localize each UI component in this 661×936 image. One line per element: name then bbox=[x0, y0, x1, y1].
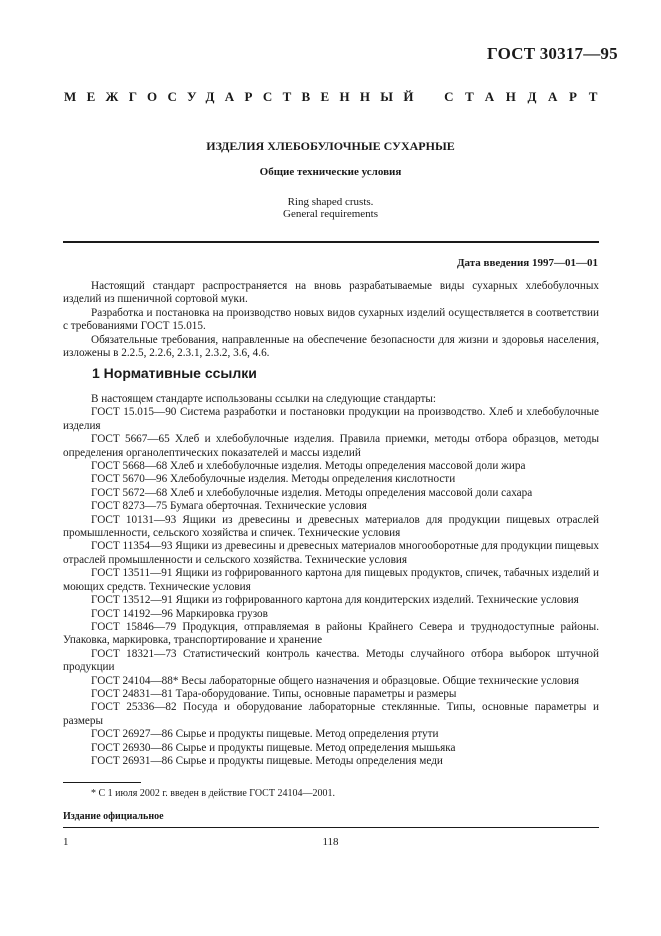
document-title: ИЗДЕЛИЯ ХЛЕБОБУЛОЧНЫЕ СУХАРНЫЕ bbox=[206, 139, 455, 153]
intro-paragraph-1-text: Настоящий стандарт распространяется на вновь разрабатываемые виды сухарных хлебобулочных изделий из пшеничной сортовой муки. bbox=[63, 280, 599, 306]
intro-paragraph-3-text: Обязательные требования, направленные на обеспечение безопасности для жизни и здоровья населения, изложены в 2.2.5, 2.2.6, 2.3.1, 2.3.2, 3.6, 4.6. bbox=[63, 334, 599, 360]
banner-word-interstate: МЕЖГОСУДАРСТВЕННЫЙ bbox=[64, 89, 424, 104]
reference-item: ГОСТ 15846—79 Продукция, отправляемая в районы Крайнего Севера и труднодоступные районы. Упаковка, маркировка, транспортирование и хранение bbox=[63, 620, 599, 647]
intro-paragraph-3 bbox=[63, 334, 599, 361]
intro-paragraph-2 bbox=[63, 307, 599, 334]
intro-paragraph-1 bbox=[63, 280, 599, 307]
footnote: * С 1 июля 2002 г. введен в действие ГОСТ 24104—2001. bbox=[91, 788, 335, 799]
header-divider bbox=[63, 241, 599, 243]
reference-item: ГОСТ 5667—65 Хлеб и хлебобулочные изделия. Правила приемки, методы отбора образцов, методы определения органолептических показателей и массы изделий bbox=[63, 433, 599, 459]
reference-item: ГОСТ 26931—86 Сырье и продукты пищевые. Методы определения меди bbox=[91, 754, 443, 767]
reference-item: ГОСТ 10131—93 Ящики из древесины и древесных материалов для продукции пищевых отраслей промышленности, сельского хозяйства и спичек. Технические условия bbox=[63, 513, 599, 540]
english-title-line-1: Ring shaped crusts. bbox=[287, 196, 374, 208]
banner-word-standard: СТАНДАРТ bbox=[444, 89, 609, 104]
intro-paragraph-2-text: Разработка и постановка на производство новых видов сухарных изделий осуществляется в соответствии с требованиями ГОСТ 15.015. bbox=[63, 307, 599, 333]
reference-item: ГОСТ 24831—81 Тара-оборудование. Типы, основные параметры и размеры bbox=[91, 687, 457, 700]
reference-item: ГОСТ 26930—86 Сырье и продукты пищевые. Метод определения мышьяка bbox=[91, 741, 456, 754]
sheet-number: 1 bbox=[63, 836, 69, 848]
reference-item: ГОСТ 25336—82 Посуда и оборудование лабораторные стеклянные. Типы, основные параметры и размеры bbox=[63, 701, 599, 727]
standard-banner bbox=[64, 89, 609, 105]
references-lead: В настоящем стандарте использованы ссылки на следующие стандарты: bbox=[91, 393, 436, 405]
english-title-line-2: General requirements bbox=[283, 208, 378, 220]
reference-item: ГОСТ 13512—91 Ящики из гофрированного картона для кондитерских изделий. Технические условия bbox=[91, 594, 579, 607]
reference-item: ГОСТ 11354—93 Ящики из древесины и древесных материалов многооборотные для продукции пищевых отраслей промышленности и сельского хозяйства. Технические условия bbox=[63, 540, 599, 566]
reference-item: ГОСТ 24104—88* Весы лабораторные общего назначения и образцовые. Общие технические условия bbox=[91, 674, 580, 687]
footer-divider bbox=[63, 827, 599, 828]
page-number: 118 bbox=[322, 836, 339, 848]
introduction-date: Дата введения 1997—01—01 bbox=[456, 257, 598, 269]
footnote-divider bbox=[63, 782, 141, 783]
gost-number: ГОСТ 30317—95 bbox=[487, 44, 618, 63]
section-heading: 1 Нормативные ссылки bbox=[92, 365, 257, 381]
reference-item: ГОСТ 5668—68 Хлеб и хлебобулочные изделия. Методы определения массовой доли жира bbox=[91, 460, 526, 473]
reference-item: ГОСТ 13511—91 Ящики из гофрированного картона для пищевых продуктов, спичек, табачных изделий и моющих средств. Технические условия bbox=[63, 567, 599, 593]
reference-item: ГОСТ 5672—68 Хлеб и хлебобулочные изделия. Методы определения массовой доли сахара bbox=[91, 486, 533, 499]
reference-item: ГОСТ 8273—75 Бумага оберточная. Технические условия bbox=[91, 500, 367, 513]
reference-item: ГОСТ 14192—96 Маркировка грузов bbox=[91, 607, 268, 620]
reference-item: ГОСТ 18321—73 Статистический контроль качества. Методы случайного отбора выборок штучной продукции bbox=[63, 647, 599, 674]
reference-item: ГОСТ 5670—96 Хлебобулочные изделия. Методы определения кислотности bbox=[91, 473, 456, 486]
official-edition-label: Издание официальное bbox=[63, 811, 164, 822]
reference-item: ГОСТ 15.015—90 Система разработки и постановки продукции на производство. Хлеб и хлебобулочные изделия bbox=[63, 406, 599, 432]
references-list bbox=[63, 393, 599, 768]
document-subtitle: Общие технические условия bbox=[259, 166, 402, 178]
reference-item: ГОСТ 26927—86 Сырье и продукты пищевые. Метод определения ртути bbox=[91, 728, 439, 741]
